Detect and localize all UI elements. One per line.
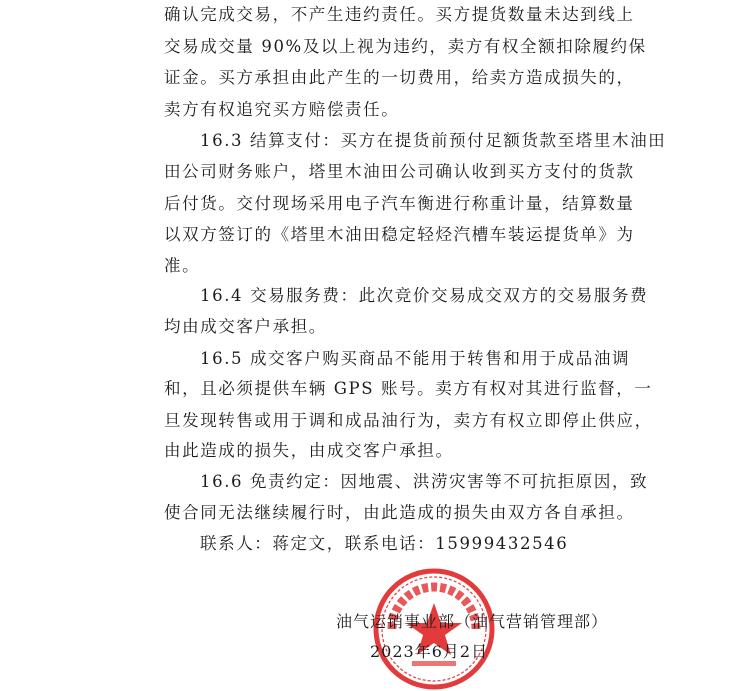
body-line-8: 以双方签订的《塔里木油田稳定轻烃汽槽车装运提货单》为 — [164, 225, 635, 244]
body-line-7: 后付货。交付现场采用电子汽车衡进行称重计量，结算数量 — [164, 194, 635, 213]
body-line-4: 卖方有权追究买方赔偿责任。 — [164, 100, 400, 119]
body-line-1: 确认完成交易，不产生违约责任。买方提货数量未达到线上 — [164, 5, 635, 24]
body-line-17: 使合同无法继续履行时，由此造成的损失由双方各自承担。 — [164, 503, 635, 522]
section-16-3-heading-line: 16.3 结算支付：买方在提货前预付足额货款至塔里木油田 — [200, 131, 667, 150]
section-16-5-heading-line: 16.5 成交客户购买商品不能用于转售和用于成品油调 — [200, 349, 631, 368]
body-line-9: 准。 — [164, 256, 201, 275]
body-line-13: 和，且必须提供车辆 GPS 账号。卖方有权对其进行监督，一 — [164, 379, 653, 398]
contact-line: 联系人：蒋定文，联系电话：15999432546 — [200, 534, 569, 553]
body-line-15: 由此造成的损失，由成交客户承担。 — [164, 441, 454, 460]
section-16-4-heading-line: 16.4 交易服务费：此次竞价交易成交双方的交易服务费 — [200, 286, 649, 305]
body-line-3: 证金。买方承担由此产生的一切费用，给卖方造成损失的， — [164, 68, 635, 87]
section-16-6-heading-line: 16.6 免责约定：因地震、洪涝灾害等不可抗拒原因，致 — [200, 472, 649, 491]
signature-date: 2023年6月2日 — [370, 642, 489, 661]
signature-organization: 油气运销事业部（油气营销管理部） — [336, 612, 609, 631]
body-line-11: 均由成交客户承担。 — [164, 317, 327, 336]
body-line-6: 田公司财务账户，塔里木油田公司确认收到买方支付的货款 — [164, 162, 635, 181]
body-line-14: 旦发现转售或用于调和成品油行为，卖方有权立即停止供应， — [164, 411, 653, 430]
body-line-2: 交易成交量 90%及以上视为违约，卖方有权全额扣除履约保 — [164, 37, 647, 56]
